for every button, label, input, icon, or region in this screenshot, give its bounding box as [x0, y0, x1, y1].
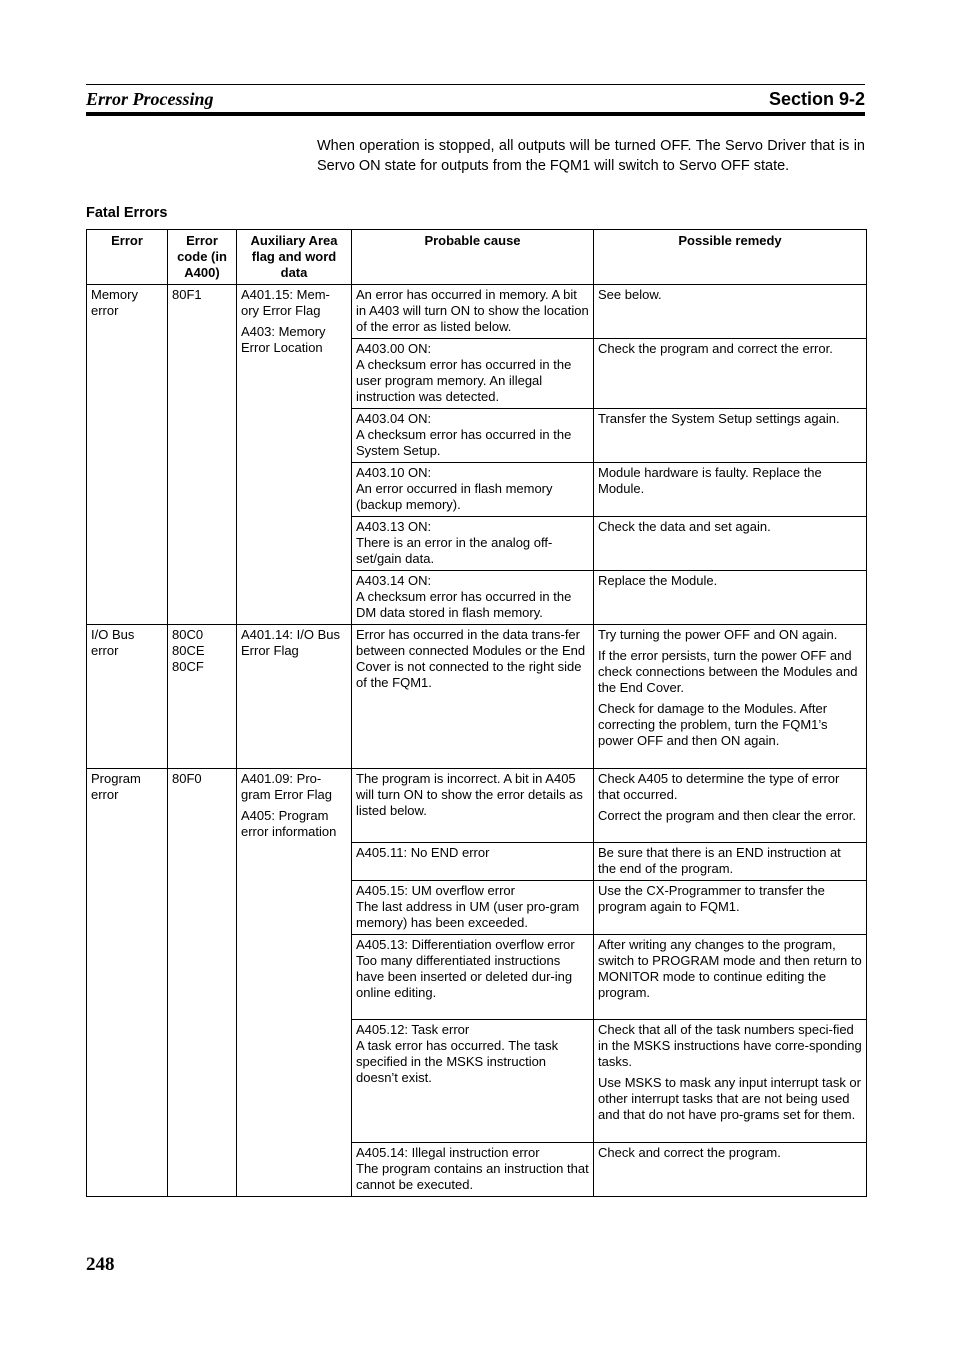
possible-remedy: Transfer the System Setup settings again. — [594, 409, 867, 463]
possible-remedy: Try turning the power OFF and ON again. If the error persists, turn the power OFF and check connections between the Modules and the End Cover. Check for damage to the Modules. After correcting the problem, turn the FQM1’s power OFF and then ON again. — [594, 625, 867, 769]
possible-remedy: Use the CX-Programmer to transfer the program again to FQM1. — [594, 881, 867, 935]
page-number: 248 — [86, 1254, 115, 1275]
probable-cause: Error has occurred in the data trans-fer between connected Modules or the End Cover is not connected to the right side of the FQM1. — [352, 625, 594, 769]
header-title: Error Processing — [86, 89, 214, 109]
probable-cause: A405.11: No END error — [352, 843, 594, 881]
header-divider — [86, 112, 865, 116]
probable-cause: A405.14: Illegal instruction error The program contains an instruction that cannot be executed. — [352, 1143, 594, 1197]
column-header-aux: Auxiliary Area flag and word data — [237, 230, 352, 285]
probable-cause: A405.12: Task error A task error has occurred. The task specified in the MSKS instruction doesn’t exist. — [352, 1020, 594, 1143]
table-row — [87, 769, 867, 843]
column-header-cause: Probable cause — [352, 230, 594, 285]
error-name: Program error — [87, 769, 168, 1197]
aux-flag: A401.15: Mem-ory Error Flag A403: Memory Error Location — [237, 285, 352, 625]
table-header-row — [87, 230, 867, 285]
fatal-errors-heading: Fatal Errors — [86, 205, 168, 221]
probable-cause: A403.10 ON: An error occurred in flash memory (backup memory). — [352, 463, 594, 517]
error-code: 80F1 — [168, 285, 237, 625]
possible-remedy: See below. — [594, 285, 867, 339]
aux-flag: A401.09: Pro-gram Error Flag A405: Program error information — [237, 769, 352, 1197]
table-row — [87, 285, 867, 339]
possible-remedy: Check A405 to determine the type of error that occurred. Correct the program and then clear the error. — [594, 769, 867, 843]
column-header-code: Error code (in A400) — [168, 230, 237, 285]
fatal-errors-table — [86, 229, 867, 1197]
probable-cause: A403.13 ON: There is an error in the analog off-set/gain data. — [352, 517, 594, 571]
column-header-error: Error — [87, 230, 168, 285]
probable-cause: A403.00 ON: A checksum error has occurred in the user program memory. An illegal instruction was detected. — [352, 339, 594, 409]
intro-paragraph: When operation is stopped, all outputs will be turned OFF. The Servo Driver that is in Servo ON state for outputs from the FQM1 will switch to Servo OFF state. — [317, 138, 865, 174]
header-rule — [86, 84, 865, 85]
page-header — [86, 89, 865, 111]
aux-flag: A401.14: I/O Bus Error Flag — [237, 625, 352, 769]
probable-cause: A403.14 ON: A checksum error has occurred in the DM data stored in flash memory. — [352, 571, 594, 625]
possible-remedy: After writing any changes to the program, switch to PROGRAM mode and then return to MONITOR mode to continue editing the program. — [594, 935, 867, 1020]
error-code: 80C0 80CE 80CF — [168, 625, 237, 769]
error-name: Memory error — [87, 285, 168, 625]
possible-remedy: Be sure that there is an END instruction at the end of the program. — [594, 843, 867, 881]
possible-remedy: Module hardware is faulty. Replace the Module. — [594, 463, 867, 517]
table-row — [87, 625, 867, 769]
probable-cause: A403.04 ON: A checksum error has occurred in the System Setup. — [352, 409, 594, 463]
probable-cause: The program is incorrect. A bit in A405 will turn ON to show the error details as listed below. — [352, 769, 594, 843]
probable-cause: An error has occurred in memory. A bit in A403 will turn ON to show the location of the error as listed below. — [352, 285, 594, 339]
possible-remedy: Replace the Module. — [594, 571, 867, 625]
probable-cause: A405.13: Differentiation overflow error Too many differentiated instructions have been inserted or deleted dur-ing online editing. — [352, 935, 594, 1020]
possible-remedy: Check the data and set again. — [594, 517, 867, 571]
error-name: I/O Bus error — [87, 625, 168, 769]
column-header-remedy: Possible remedy — [594, 230, 867, 285]
probable-cause: A405.15: UM overflow error The last address in UM (user pro-gram memory) has been exceeded. — [352, 881, 594, 935]
possible-remedy: Check and correct the program. — [594, 1143, 867, 1197]
header-section: Section 9-2 — [768, 89, 865, 109]
possible-remedy: Check the program and correct the error. — [594, 339, 867, 409]
possible-remedy: Check that all of the task numbers speci-fied in the MSKS instructions have corre-sponding tasks. Use MSKS to mask any input interrupt task or other interrupt tasks that are not being used and that do not have pro-grams set for them. — [594, 1020, 867, 1143]
error-code: 80F0 — [168, 769, 237, 1197]
